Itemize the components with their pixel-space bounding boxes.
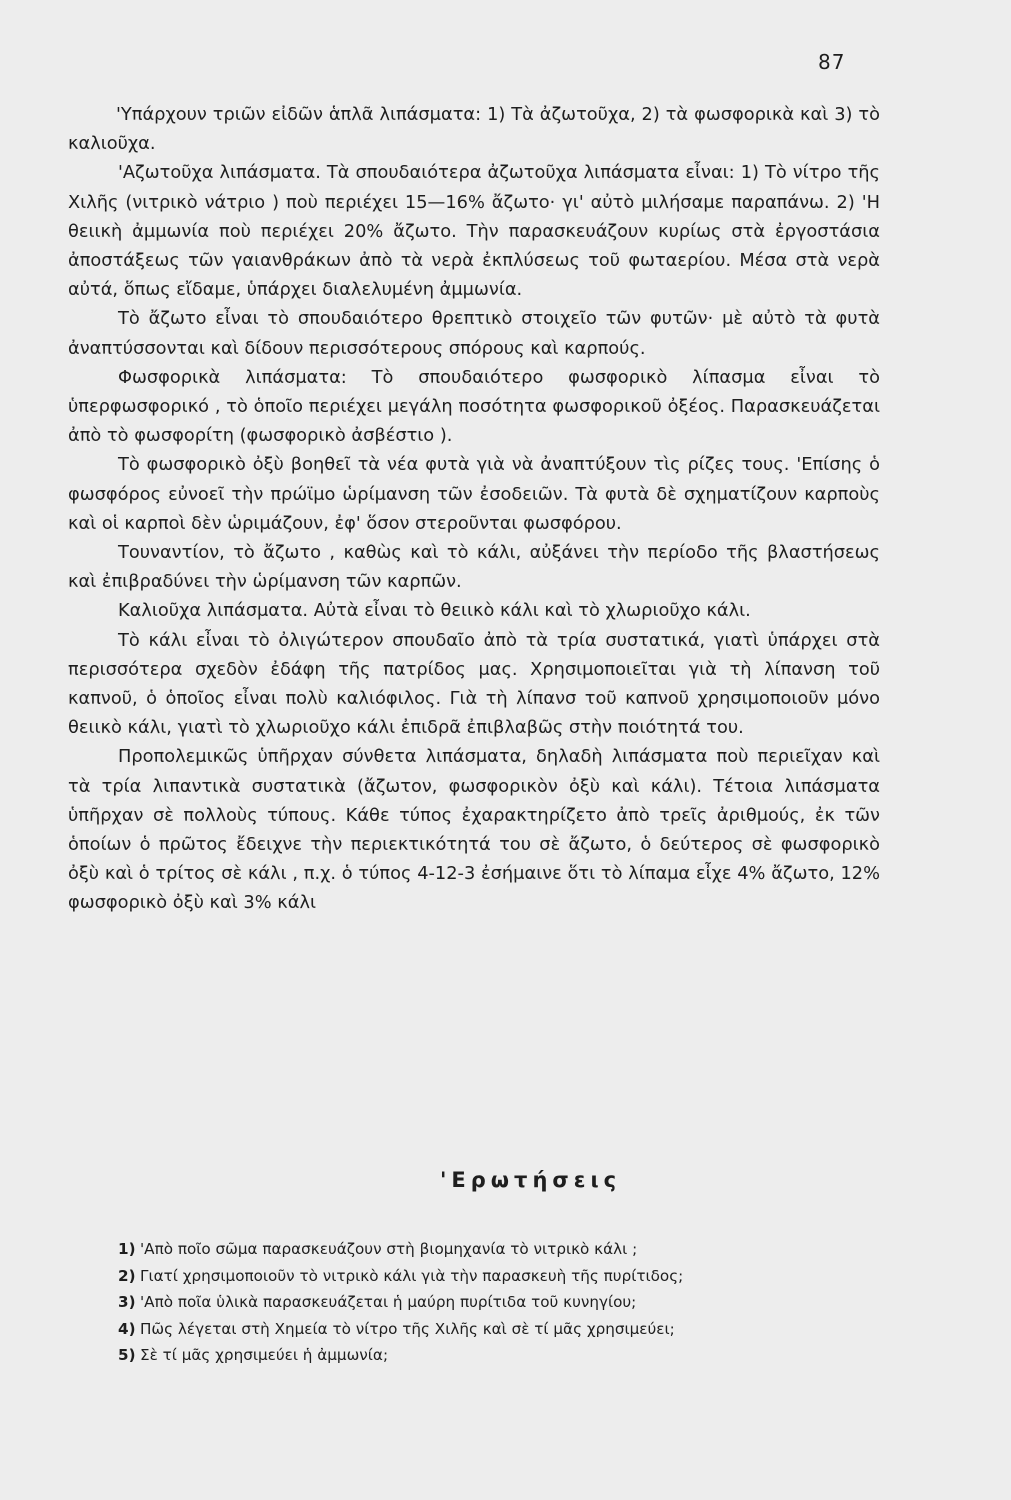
paragraph-potash-usage: Τὸ κάλι εἶναι τὸ ὀλιγώτερον σπουδαῖο ἀπὸ τὰ τρία συστατικά, γιατὶ ὑπάρχει στὰ περισσότερα σχεδὸν ἐδάφη τῆς πατρίδος μας. Χρησιμοποιεῖται γιὰ τὴ λίπανση τοῦ καπνοῦ, ὁ ὁποῖος εἶναι πολὺ καλιόφιλος. Γιὰ τὴ λίπανσ τοῦ καπνοῦ χρησιμοποιοῦν μόνο θειικὸ κάλι, γιατὶ τὸ χλωριοῦχο κάλι ἐπιδρᾶ ἐπιβλαβῶς στὴν ποιότητά του.	[68, 629, 880, 739]
question-item	[118, 1236, 888, 1263]
paragraph-phosphoric-acid: Τὸ φωσφορικὸ ὀξὺ βοηθεῖ τὰ νέα φυτὰ γιὰ νὰ ἀναπτύξουν τὶς ρίζες τους. 'Επίσης ὁ φωσφόρος εὐνοεῖ τὴν πρώϊμο ὡρίμανση τῶν ἐσοδειῶν. Τὰ φυτὰ δὲ σχηματίζουν καρποὺς καὶ οἱ καρποὶ δὲν ὡριμάζουν, ἐφ' ὅσον στεροῦνται φωσφόρου.	[68, 454, 880, 534]
paragraph-phosphate-fertilizers: Φωσφορικὰ λιπάσματα: Τὸ σπουδαιότερο φωσφορικὸ λίπασμα εἶναι τὸ ὑπερφωσφορικό , τὸ ὁποῖο περιέχει μεγάλη ποσότητα φωσφορικοῦ ὀξέος. Παρασκευάζεται ἀπὸ τὸ φωσφορίτη (φωσφορικὸ ἀσβέστιο ).	[68, 366, 880, 447]
question-text: 'Απὸ ποῖο σῶμα παρασκευάζουν στὴ βιομηχανία τὸ νιτρικὸ κάλι ;	[140, 1240, 638, 1258]
page-number: 87	[818, 50, 846, 74]
question-item	[118, 1316, 888, 1343]
question-text: Σὲ τί μᾶς χρησιμεύει ἡ ἀμμωνία;	[140, 1346, 389, 1364]
paragraph-nitrogen-potash: Τουναντίον, τὸ ἄζωτο , καθὼς καὶ τὸ κάλι, αὐξάνει τὴν περίοδο τῆς βλαστήσεως καὶ ἐπιβραδύνει τὴν ὡρίμανση τῶν καρπῶν.	[68, 542, 880, 593]
question-number: 5)	[118, 1346, 136, 1364]
question-text: 'Απὸ ποῖα ὑλικὰ παρασκευάζεται ἡ μαύρη πυρίτιδα τοῦ κυνηγίου;	[140, 1293, 637, 1311]
question-text: Γιατί χρησιμοποιοῦν τὸ νιτρικὸ κάλι γιὰ τὴν παρασκευὴ τῆς πυρίτιδος;	[140, 1266, 684, 1285]
paragraph-nitrogen-importance: Τὸ ἄζωτο εἶναι τὸ σπουδαιότερο θρεπτικὸ στοιχεῖο τῶν φυτῶν· μὲ αὐτὸ τὰ φυτὰ ἀναπτύσσονται καὶ δίδουν περισσότερους σπόρους καὶ καρπούς.	[68, 308, 880, 359]
question-number: 1)	[118, 1240, 136, 1258]
paragraph-nitrogen-fertilizers: 'Αζωτοῦχα λιπάσματα. Τὰ σπουδαιότερα ἀζωτοῦχα λιπάσματα εἶναι: 1) Τὸ νίτρο τῆς Χιλῆς (νιτρικὸ νάτριο ) ποὺ περιέχει 15—16% ἄζωτο· γι' αὐτὸ μιλήσαμε παραπάνω. 2) 'Η θειικὴ ἀμμωνία ποὺ περιέχει 20% ἄζωτο. Τὴν παρασκευάζουν κυρίως στὰ ἐργοστάσια ἀποστάξεως τῶν γαιανθράκων ἀπὸ τὰ νερὰ ἐκπλύσεως τοῦ φωταερίου. Μέσα στὰ νερὰ αὐτά, ὅπως εἴδαμε, ὑπάρχει διαλελυμένη ἀμμωνία.	[68, 162, 880, 301]
paragraph-potash-fertilizers: Καλιοῦχα λιπάσματα. Αὐτὰ εἶναι τὸ θειικὸ κάλι καὶ τὸ χλωριοῦχο κάλι.	[118, 600, 751, 622]
questions-list	[118, 1236, 888, 1369]
question-item	[118, 1289, 888, 1316]
question-number: 4)	[118, 1319, 136, 1338]
question-item	[118, 1263, 888, 1290]
questions-heading: 'Ερωτήσεις	[440, 1168, 622, 1192]
question-text: Πῶς λέγεται στὴ Χημεία τὸ νίτρο τῆς Χιλῆς καὶ σὲ τί μᾶς χρησιμεύει;	[140, 1319, 675, 1338]
question-item	[118, 1342, 888, 1369]
body-text	[68, 100, 880, 918]
question-number: 2)	[118, 1266, 136, 1285]
question-number: 3)	[118, 1293, 136, 1311]
paragraph-intro: 'Υπάρχουν τριῶν εἰδῶν ἁπλᾶ λιπάσματα: 1) Τὰ ἀζωτοῦχα, 2) τὰ φωσφορικὰ καὶ 3) τὸ καλιοῦχα.	[68, 104, 880, 155]
paragraph-compound-fertilizers: Προπολεμικῶς ὑπῆρχαν σύνθετα λιπάσματα, δηλαδὴ λιπάσματα ποὺ περιεῖχαν καὶ τὰ τρία λιπαντικὰ συστατικὰ (ἄζωτον, φωσφορικὸν ὀξὺ καὶ κάλι). Τέτοια λιπάσματα ὑπῆρχαν σὲ πολλοὺς τύπους. Κάθε τύπος ἐχαρακτηρίζετο ἀπὸ τρεῖς ἀριθμούς, ἐκ τῶν ὁποίων ὁ πρῶτος ἔδειχνε τὴν περιεκτικότητά του σὲ ἄζωτο, ὁ δεύτερος σὲ φωσφορικὸ ὀξὺ καὶ ὁ τρίτος σὲ κάλι , π.χ. ὁ τύπος 4-12-3 ἐσήμαινε ὅτι τὸ λίπαμα εἶχε 4% ἄζωτο, 12% φωσφορικὸ ὀξὺ καὶ 3% κάλι	[68, 746, 880, 914]
